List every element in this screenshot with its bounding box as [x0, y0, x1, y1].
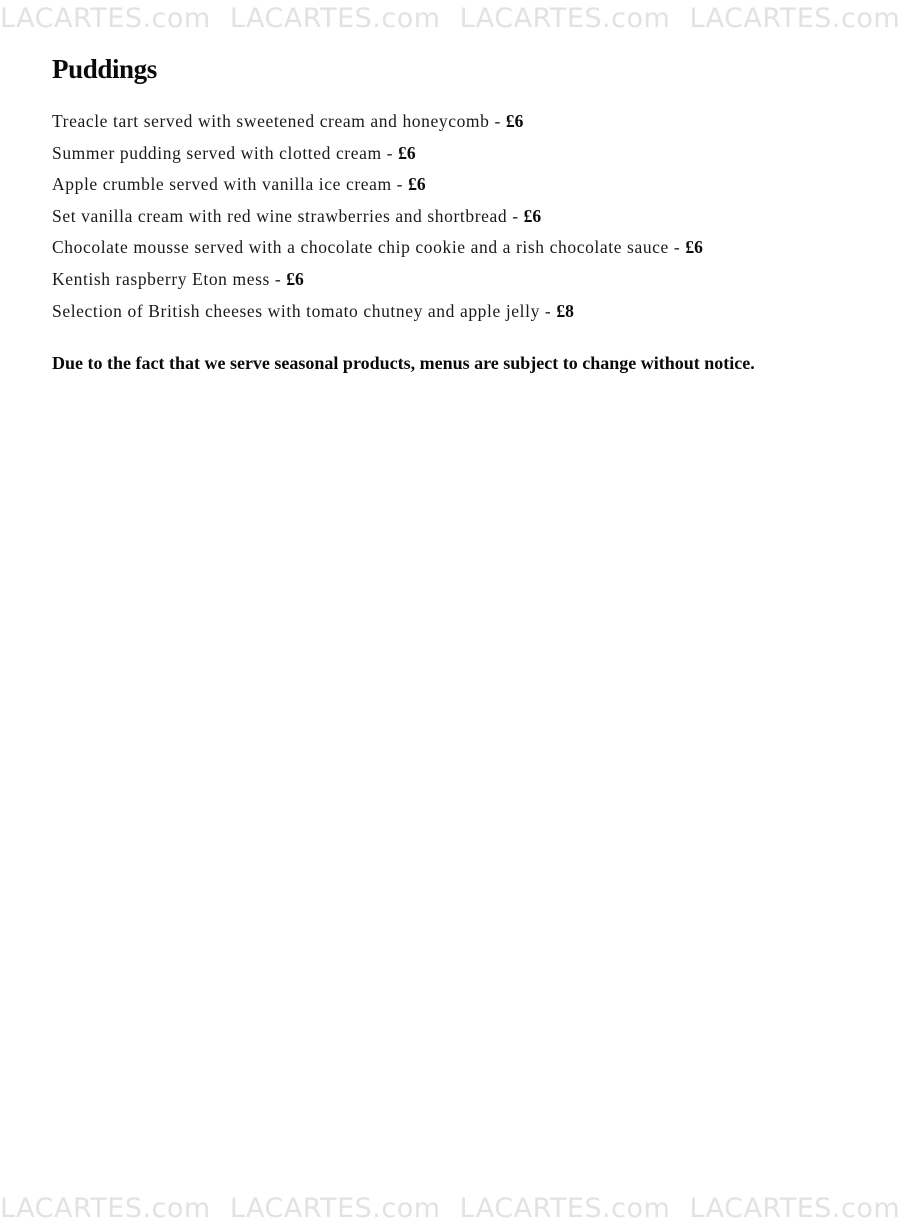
- item-name: Summer pudding served with clotted cream: [52, 142, 382, 163]
- watermark-text: LACARTES.com: [459, 3, 671, 34]
- menu-item: [52, 201, 832, 233]
- section-title: Puddings: [52, 54, 157, 84]
- watermark-text: LACARTES.com: [229, 3, 441, 34]
- item-separator: -: [381, 142, 399, 163]
- menu-item: [52, 296, 832, 328]
- watermark-text: LACARTES.com: [0, 3, 211, 34]
- watermark-text: LACARTES.com: [689, 1193, 901, 1224]
- watermark-top: [0, 2, 901, 36]
- item-separator: -: [269, 268, 287, 289]
- menu-page: [52, 48, 832, 379]
- item-name: Treacle tart served with sweetened cream and honeycomb: [52, 111, 490, 131]
- item-price: £6: [286, 268, 304, 289]
- item-price: £6: [523, 205, 542, 226]
- item-price: £6: [408, 174, 426, 195]
- item-price: £6: [398, 142, 416, 163]
- menu-item: [52, 106, 832, 138]
- pudding-list: [52, 106, 832, 327]
- item-name: Set vanilla cream with red wine strawberries and shortbread: [52, 205, 508, 226]
- menu-item: [52, 138, 832, 170]
- item-price: £6: [685, 237, 703, 258]
- item-separator: -: [489, 111, 506, 131]
- watermark-text: LACARTES.com: [229, 1193, 441, 1224]
- menu-item: [52, 169, 832, 201]
- watermark-text: LACARTES.com: [689, 3, 901, 34]
- item-separator: -: [668, 237, 686, 258]
- watermark-text: LACARTES.com: [0, 1193, 211, 1224]
- item-name: Chocolate mousse served with a chocolate chip cookie and a rish chocolate sauce: [52, 237, 669, 258]
- menu-item: [52, 264, 832, 296]
- item-separator: -: [507, 205, 524, 226]
- item-price: £8: [556, 300, 574, 321]
- seasonal-note: Due to the fact that we serve seasonal products, menus are subject to change without notice.: [52, 353, 755, 374]
- item-separator: -: [539, 300, 557, 321]
- item-separator: -: [391, 174, 409, 195]
- watermark-text: LACARTES.com: [459, 1193, 671, 1224]
- menu-item: [52, 232, 832, 264]
- item-name: Apple crumble served with vanilla ice cream: [52, 174, 392, 195]
- item-name: Selection of British cheeses with tomato chutney and apple jelly: [52, 300, 540, 321]
- item-name: Kentish raspberry Eton mess: [52, 268, 270, 289]
- watermark-bottom: [0, 1192, 901, 1226]
- item-price: £6: [505, 111, 524, 131]
